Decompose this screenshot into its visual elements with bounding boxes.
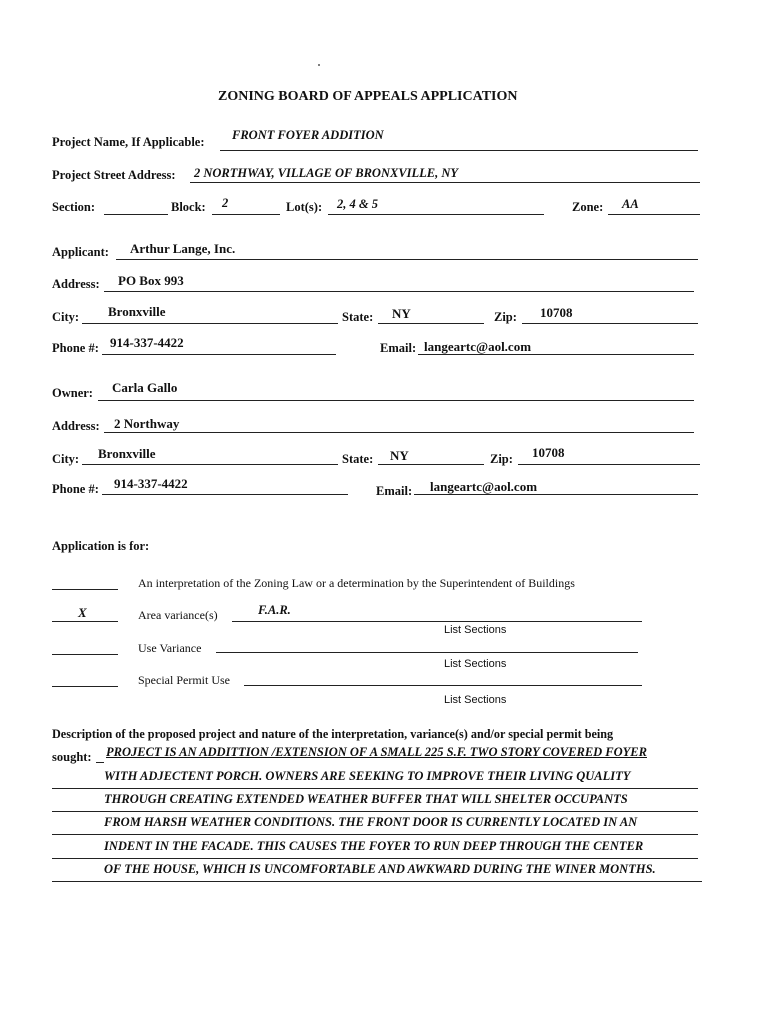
applicant-state-value[interactable]: NY [392,306,411,321]
owner-address-value[interactable]: 2 Northway [114,416,180,431]
block-label: Block: [171,200,206,214]
area-variance-sections-caption: List Sections [444,624,507,636]
description-rule [52,811,698,812]
owner-address-label: Address: [52,419,100,433]
description-lead-line [96,762,104,763]
applicant-address-label: Address: [52,277,100,291]
special-permit-checkbox-line[interactable] [52,686,118,687]
owner-name-line [98,400,694,401]
description-line[interactable]: INDENT IN THE FACADE. THIS CAUSES THE FOYER TO RUN DEEP THROUGH THE CENTER [104,839,644,853]
applicant-zip-value[interactable]: 10708 [540,305,573,320]
project-name-value[interactable]: FRONT FOYER ADDITION [232,128,384,142]
applicant-name-value[interactable]: Arthur Lange, Inc. [130,241,236,256]
applicant-state-line [378,323,484,324]
zone-label: Zone: [572,200,604,214]
area-variance-line [232,621,642,622]
project-name-label: Project Name, If Applicable: [52,135,205,149]
applicant-email-line [418,354,694,355]
description-rule [52,858,698,859]
stray-mark [318,64,320,66]
owner-zip-value[interactable]: 10708 [532,445,565,460]
owner-city-line [82,464,338,465]
owner-name-value[interactable]: Carla Gallo [112,380,178,395]
project-address-label: Project Street Address: [52,168,176,182]
owner-state-label: State: [342,452,374,466]
applicant-email-value[interactable]: langeartc@aol.com [424,339,532,354]
description-rule [52,881,702,882]
applicant-city-line [82,323,338,324]
area-variance-mark[interactable]: X [78,605,87,620]
owner-state-value[interactable]: NY [390,448,409,463]
applicant-email-label: Email: [380,341,417,355]
owner-email-value[interactable]: langeartc@aol.com [430,479,538,494]
interpretation-checkbox-line[interactable] [52,589,118,590]
owner-city-label: City: [52,452,80,466]
applicant-state-label: State: [342,310,374,324]
use-variance-checkbox-line[interactable] [52,654,118,655]
project-name-line [220,150,698,151]
owner-phone-value[interactable]: 914-337-4422 [114,476,188,491]
description-rule [52,834,698,835]
owner-city-value[interactable]: Bronxville [98,446,156,461]
description-line[interactable]: OF THE HOUSE, WHICH IS UNCOMFORTABLE AND AWKWARD DURING THE WINER MONTHS. [104,862,656,876]
owner-email-line [414,494,698,495]
owner-zip-label: Zip: [490,452,513,466]
applicant-phone-line [102,354,336,355]
lots-value[interactable]: 2, 4 & 5 [337,197,378,211]
interpretation-label: An interpretation of the Zoning Law or a determination by the Superintendent of Buildings [138,576,575,590]
area-variance-label: Area variance(s) [138,608,218,622]
use-variance-line [216,652,638,653]
owner-zip-line [518,464,700,465]
owner-phone-label: Phone #: [52,482,99,496]
lots-label: Lot(s): [286,200,323,214]
owner-state-line [378,464,484,465]
special-permit-line [244,685,642,686]
section-line [104,214,168,215]
area-variance-checkbox-line[interactable] [52,621,118,622]
special-permit-sections-caption: List Sections [444,694,507,706]
applicant-address-value[interactable]: PO Box 993 [118,273,184,288]
owner-label: Owner: [52,386,93,400]
zone-value[interactable]: AA [622,197,639,211]
use-variance-sections-caption: List Sections [444,658,507,670]
area-variance-value[interactable]: F.A.R. [258,603,291,617]
project-address-line [190,182,700,183]
applicant-label: Applicant: [52,245,109,259]
description-line[interactable]: FROM HARSH WEATHER CONDITIONS. THE FRONT DOOR IS CURRENTLY LOCATED IN AN [104,815,638,829]
application-heading: Application is for: [52,539,150,553]
applicant-phone-label: Phone #: [52,341,99,355]
description-prompt-sought: sought: [52,750,92,764]
applicant-city-value[interactable]: Bronxville [108,304,166,319]
zone-line [608,214,700,215]
applicant-city-label: City: [52,310,80,324]
description-line[interactable]: PROJECT IS AN ADDITTION /EXTENSION OF A SMALL 225 S.F. TWO STORY COVERED FOYER [106,745,647,759]
applicant-zip-label: Zip: [494,310,517,324]
use-variance-label: Use Variance [138,641,202,655]
applicant-phone-value[interactable]: 914-337-4422 [110,335,184,350]
description-line[interactable]: THROUGH CREATING EXTENDED WEATHER BUFFER THAT WILL SHELTER OCCUPANTS [104,792,628,806]
description-prompt: Description of the proposed project and nature of the interpretation, variance(s) and/or special permit being [52,727,614,741]
block-line [212,214,280,215]
special-permit-label: Special Permit Use [138,673,230,687]
block-value[interactable]: 2 [222,196,229,210]
lots-line [328,214,544,215]
applicant-name-line [116,259,698,260]
page-title: ZONING BOARD OF APPEALS APPLICATION [218,89,518,104]
applicant-address-line [104,291,694,292]
description-line[interactable]: WITH ADJECTENT PORCH. OWNERS ARE SEEKING TO IMPROVE THEIR LIVING QUALITY [104,769,631,783]
description-rule [52,788,698,789]
project-address-value[interactable]: 2 NORTHWAY, VILLAGE OF BRONXVILLE, NY [194,166,459,180]
owner-phone-line [102,494,348,495]
section-label: Section: [52,200,96,214]
applicant-zip-line [522,323,698,324]
owner-address-line [104,432,694,433]
owner-email-label: Email: [376,484,413,498]
